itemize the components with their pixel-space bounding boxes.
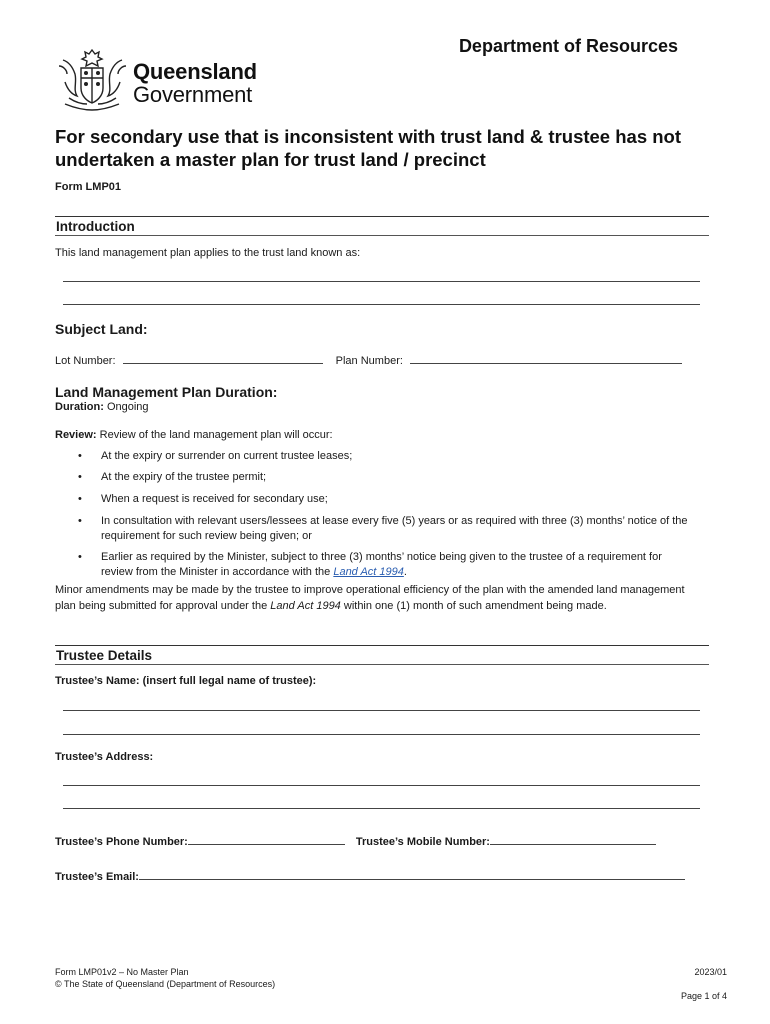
lot-number-field[interactable] — [123, 353, 323, 364]
logo-line-queensland: Queensland — [133, 59, 257, 84]
list-item-text: At the expiry of the trustee permit; — [101, 471, 267, 483]
duration-heading: Land Management Plan Duration: — [55, 384, 278, 400]
minor-text-start: Minor amendments may be made by the trustee to improve operational efficiency of the plan with the amended land management plan being submitted for approval under the — [55, 584, 685, 612]
last-item-text: Earlier as required by the Minister, subject to three (3) months’ notice being given to the trustee of a requirement for review from the Minister in accordance with the — [101, 551, 662, 578]
bullet-glyph: • — [78, 471, 82, 483]
department-name: Department of Resources — [458, 36, 678, 56]
lot-number-label: Lot Number: — [55, 355, 116, 367]
review-bullet-list — [70, 449, 690, 589]
list-item-text: At the expiry or surrender on current trustee leases; — [101, 450, 353, 462]
trustee-phone-field[interactable] — [188, 834, 345, 845]
bullet-glyph: • — [78, 450, 82, 462]
trustee-address-label: Trustee’s Address: — [55, 751, 154, 763]
footer-page-number: Page 1 of 4 — [680, 991, 727, 1001]
review-text: Review of the land management plan will occur: — [99, 429, 333, 441]
bullet-glyph: • — [78, 551, 82, 563]
plan-number-field[interactable] — [410, 353, 682, 364]
duration-value: Ongoing — [106, 401, 149, 413]
queensland-coat-of-arms-logo — [55, 46, 130, 112]
footer-copyright: © The State of Queensland (Department of Resources) — [55, 979, 276, 989]
trustee-email-label: Trustee’s Email: — [55, 871, 139, 883]
list-item-text: When a request is received for secondary use; — [101, 493, 328, 505]
trustee-mobile-field[interactable] — [490, 834, 656, 845]
form-title: For secondary use that is inconsistent with trust land & trustee has not undertaken a master plan for trust land / precinct — [55, 126, 682, 170]
minor-amendments-paragraph — [55, 582, 685, 614]
subject-land-fields — [55, 353, 715, 369]
footer-date: 2023/01 — [694, 967, 727, 977]
subject-land-heading: Subject Land: — [55, 321, 148, 337]
trustee-mobile-label: Trustee’s Mobile Number: — [355, 836, 490, 848]
review-label: Review: — [55, 429, 97, 441]
trustee-name-line-2[interactable] — [63, 734, 700, 735]
duration-label: Duration: — [55, 401, 104, 413]
trustee-address-line-1[interactable] — [63, 785, 700, 786]
introduction-text: This land management plan applies to the trust land known as: — [55, 247, 361, 259]
bullet-glyph: • — [78, 493, 82, 505]
logo-line-government: Government — [133, 82, 253, 107]
trustee-name-label: Trustee’s Name: (insert full legal name of trustee): — [55, 675, 317, 687]
bullet-glyph: • — [78, 515, 82, 527]
introduction-heading: Introduction — [55, 216, 709, 236]
queensland-government-wordmark — [133, 60, 257, 106]
trustee-email-field[interactable] — [139, 869, 685, 880]
trustee-email-row — [55, 869, 715, 885]
trust-land-line-1[interactable] — [63, 281, 700, 282]
trustee-address-line-2[interactable] — [63, 808, 700, 809]
last-item-end: . — [403, 566, 407, 578]
land-act-link[interactable]: Land Act 1994 — [333, 566, 404, 578]
trust-land-line-2[interactable] — [63, 304, 700, 305]
trustee-phone-row — [55, 834, 715, 850]
trustee-details-heading: Trustee Details — [55, 645, 709, 665]
trustee-phone-label: Trustee’s Phone Number: — [55, 836, 188, 848]
list-item-text — [101, 550, 691, 580]
footer-form-version: Form LMP01v2 – No Master Plan — [55, 967, 189, 977]
duration-line — [55, 399, 149, 415]
form-id: Form LMP01 — [55, 181, 122, 193]
trustee-name-line-1[interactable] — [63, 710, 700, 711]
list-item-text: In consultation with relevant users/lessees at lease every five (5) years or as required with three (3) months’ notice of the requirement for such review being given; or — [101, 515, 688, 542]
minor-text-end: within one (1) month of such amendment being made. — [340, 600, 607, 612]
land-act-reference: Land Act 1994 — [270, 600, 341, 612]
plan-number-label: Plan Number: — [335, 355, 403, 367]
review-intro — [55, 427, 333, 443]
